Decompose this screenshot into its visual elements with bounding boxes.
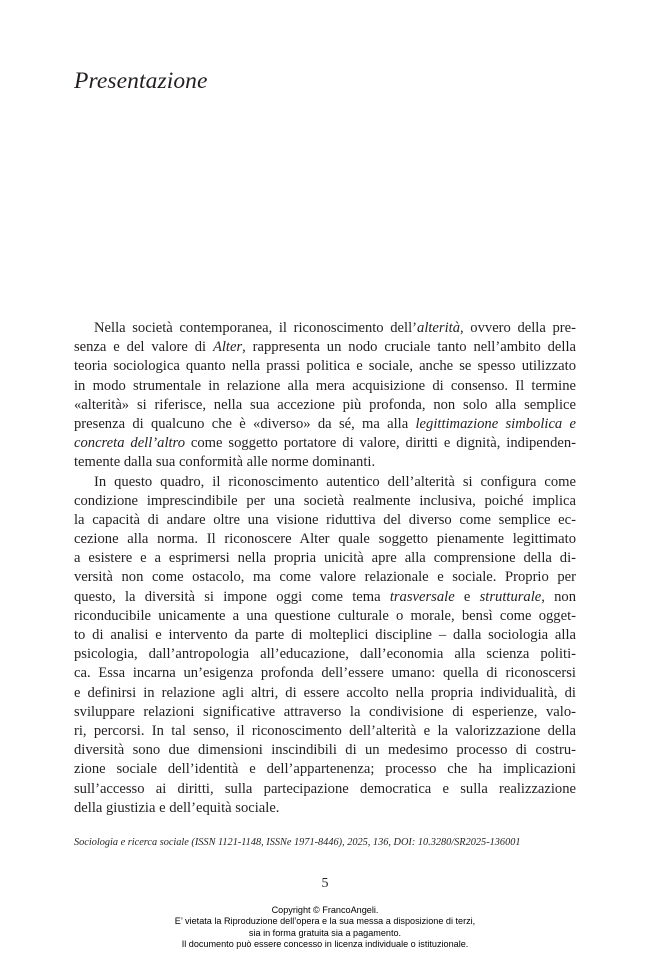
italic-text: concreta dell’altro bbox=[74, 435, 185, 452]
page-number: 5 bbox=[321, 876, 329, 891]
text-run: temente dalla sua conformità alle norme dominanti. bbox=[74, 454, 376, 471]
text-run: la capacità di andare oltre una visione riduttiva del diverso come semplice ec- bbox=[74, 511, 576, 528]
text-run: e definirsi in relazione agli altri, di essere accolto nella propria individualità, di bbox=[74, 684, 576, 701]
text-run: , rappresenta un nodo cruciale tanto nell’ambito della bbox=[242, 339, 576, 356]
text-run: zione sociale dell’identità e dell’appartenenza; processo che ha implicazioni bbox=[74, 761, 576, 778]
text-run: senza e del valore di bbox=[74, 339, 213, 356]
text-line bbox=[74, 799, 576, 818]
text-run: e bbox=[454, 588, 480, 605]
text-line bbox=[74, 741, 576, 760]
text-run: psicologia, dall’antropologia all’educazione, dall’economia alla scienza politi- bbox=[74, 646, 576, 663]
text-line bbox=[74, 626, 576, 645]
text-run: Nella società contemporanea, il riconoscimento dell’ bbox=[94, 320, 418, 336]
text-run: teoria sociologica quanto nella prassi politica e sociale, anche se spesso utilizzato bbox=[74, 358, 576, 375]
paragraph bbox=[74, 319, 576, 473]
text-line bbox=[74, 492, 576, 511]
text-run: presenza di qualcuno che è «diverso» da sé, ma alla bbox=[74, 415, 416, 432]
text-line bbox=[74, 607, 576, 626]
text-line bbox=[74, 434, 576, 453]
text-line bbox=[74, 396, 576, 415]
copyright-line: E’ vietata la Riproduzione dell’opera e la sua messa a disposizione di terzi, bbox=[174, 916, 476, 927]
text-run: cezione alla norma. Il riconoscere Alter quale soggetto pienamente legittimato bbox=[74, 531, 576, 548]
text-line bbox=[74, 722, 576, 741]
text-line bbox=[74, 319, 576, 338]
text-run: , non bbox=[541, 588, 576, 605]
text-run: questo, la diversità si impone oggi come tema bbox=[74, 588, 390, 605]
copyright-line: Copyright © FrancoAngeli. bbox=[271, 905, 379, 915]
italic-text: strutturale bbox=[479, 588, 542, 605]
text-line bbox=[74, 664, 576, 683]
italic-text: trasversale bbox=[389, 588, 455, 605]
text-line bbox=[74, 473, 576, 492]
italic-text: alterità bbox=[417, 320, 460, 336]
text-line bbox=[74, 415, 576, 434]
text-run: , ovvero della pre- bbox=[460, 320, 576, 336]
copyright-notice bbox=[0, 905, 650, 950]
text-line bbox=[74, 568, 576, 587]
text-run: della giustizia e dell’equità sociale. bbox=[74, 799, 280, 816]
paragraph bbox=[74, 473, 576, 818]
text-line bbox=[74, 645, 576, 664]
text-line bbox=[74, 530, 576, 549]
text-line bbox=[74, 760, 576, 779]
copyright-line: Il documento può essere concesso in licenza individuale o istituzionale. bbox=[181, 938, 469, 949]
text-run: diversità sono due dimensioni inscindibili di un medesimo processo di costru- bbox=[74, 742, 576, 759]
text-run: In questo quadro, il riconoscimento autentico dell’alterità si configura come bbox=[94, 473, 576, 490]
text-run: a esistere e a esprimersi nella propria unicità apre alla comprensione della di- bbox=[74, 550, 576, 567]
text-run: ca. Essa incarna un’esigenza profonda dell’essere umano: quella di riconoscersi bbox=[74, 665, 576, 682]
text-run: «alterità» si riferisce, nella sua accezione più profonda, non solo alla semplice bbox=[74, 396, 576, 413]
text-line bbox=[74, 338, 576, 357]
text-line bbox=[74, 703, 576, 722]
body-text bbox=[74, 319, 576, 818]
text-run: ri, percorsi. In tal senso, il riconoscimento dell’alterità e la valorizzazione della bbox=[74, 722, 576, 739]
text-run: come soggetto portatore di valore, diritti e dignità, indipenden- bbox=[185, 435, 576, 452]
text-line bbox=[74, 780, 576, 799]
text-line bbox=[74, 377, 576, 396]
text-run: versità non come ostacolo, ma come valore relazionale e sociale. Proprio per bbox=[74, 569, 576, 586]
text-line bbox=[74, 453, 576, 472]
journal-citation: Sociologia e ricerca sociale (ISSN 1121-1148, ISSNe 1971-8446), 2025, 136, DOI: 10.3280/SR2025-136001 bbox=[74, 837, 521, 848]
italic-text: Alter bbox=[212, 339, 243, 356]
copyright-line: sia in forma gratuita sia a pagamento. bbox=[248, 927, 402, 938]
page-title: Presentazione bbox=[74, 68, 208, 94]
text-line bbox=[74, 357, 576, 376]
text-run: sull’accesso ai diritti, sulla partecipazione democratica e sulla realizzazione bbox=[74, 780, 576, 797]
text-line bbox=[74, 588, 576, 607]
text-run: sviluppare relazioni significative attraverso la condivisione di esperienze, valo- bbox=[74, 703, 576, 720]
text-line bbox=[74, 511, 576, 530]
text-line bbox=[74, 684, 576, 703]
text-run: riconducibile unicamente a una questione culturale o morale, bensì come ogget- bbox=[74, 607, 576, 624]
text-run: condizione imprescindibile per una società realmente inclusiva, poiché implica bbox=[74, 492, 576, 509]
italic-text: legittimazione simbolica e bbox=[415, 415, 576, 432]
text-line bbox=[74, 549, 576, 568]
text-run: in modo strumentale in relazione alla mera acquisizione di consenso. Il termine bbox=[74, 377, 576, 394]
text-run: to di analisi e intervento da parte di molteplici discipline – dalla sociologia alla bbox=[74, 627, 576, 643]
